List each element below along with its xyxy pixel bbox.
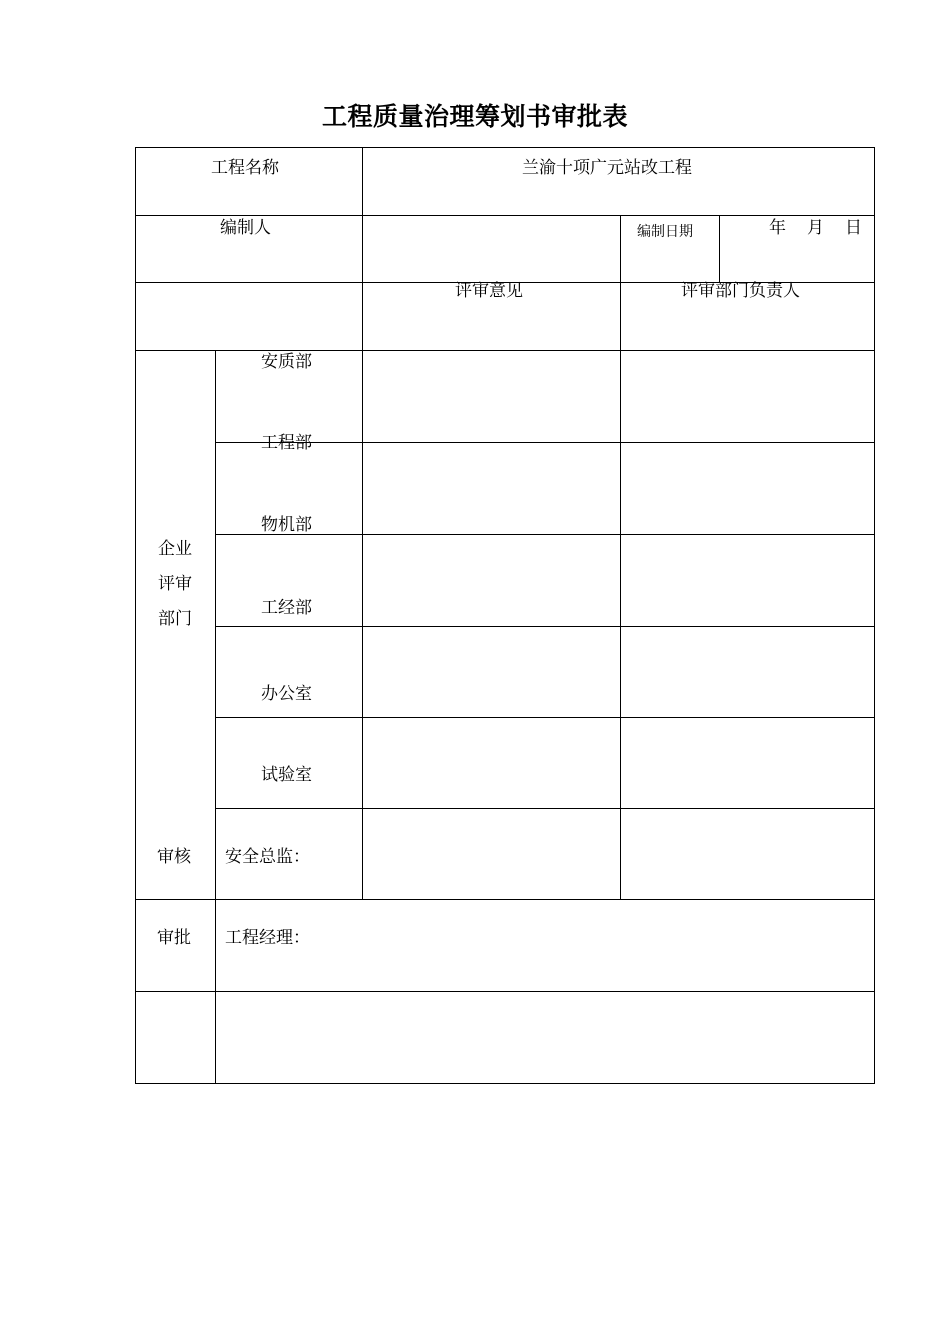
dept-label-safety-quality: 安质部 xyxy=(261,352,312,372)
project-name-label: 工程名称 xyxy=(211,158,279,178)
column-divider xyxy=(620,215,621,899)
date-year-label: 年 xyxy=(769,218,786,238)
row-divider xyxy=(135,350,875,351)
table-border-left xyxy=(135,147,136,1083)
table-border-bottom xyxy=(135,1083,875,1084)
project-name-value: 兰渝十项广元站改工程 xyxy=(522,158,692,178)
row-divider xyxy=(135,991,875,992)
dept-label-engineering: 工程部 xyxy=(261,433,312,453)
column-divider xyxy=(215,350,216,1083)
compile-date-label: 编制日期 xyxy=(637,224,693,240)
compiler-label: 编制人 xyxy=(220,218,271,238)
review-opinion-header: 评审意见 xyxy=(455,281,523,301)
group-label-line: 评审 xyxy=(158,574,192,594)
row-divider xyxy=(135,215,875,216)
row-divider xyxy=(215,626,875,627)
dept-label-materials: 物机部 xyxy=(261,515,312,535)
group-label-line: 部门 xyxy=(158,609,192,629)
dept-label-lab: 试验室 xyxy=(261,765,312,785)
dept-label-office: 办公室 xyxy=(261,684,312,704)
column-divider xyxy=(719,215,720,282)
row-divider xyxy=(215,717,875,718)
row-divider xyxy=(215,534,875,535)
enterprise-review-dept-label xyxy=(155,532,195,637)
row-divider xyxy=(135,899,875,900)
column-divider xyxy=(362,147,363,899)
table-border-right xyxy=(874,147,875,1083)
review-dept-head-header: 评审部门负责人 xyxy=(681,281,800,301)
audit-label: 审核 xyxy=(157,847,191,867)
row-divider xyxy=(215,808,875,809)
dept-label-economics: 工经部 xyxy=(261,598,312,618)
date-day-label: 日 xyxy=(845,218,862,238)
group-label-line: 企业 xyxy=(158,539,192,559)
project-manager-label: 工程经理： xyxy=(225,928,310,948)
approval-label: 审批 xyxy=(157,928,191,948)
table-border-top xyxy=(135,147,875,148)
page-title: 工程质量治理筹划书审批表 xyxy=(321,102,628,131)
safety-director-label: 安全总监： xyxy=(225,847,310,867)
date-month-label: 月 xyxy=(807,218,824,238)
row-divider xyxy=(215,442,875,443)
